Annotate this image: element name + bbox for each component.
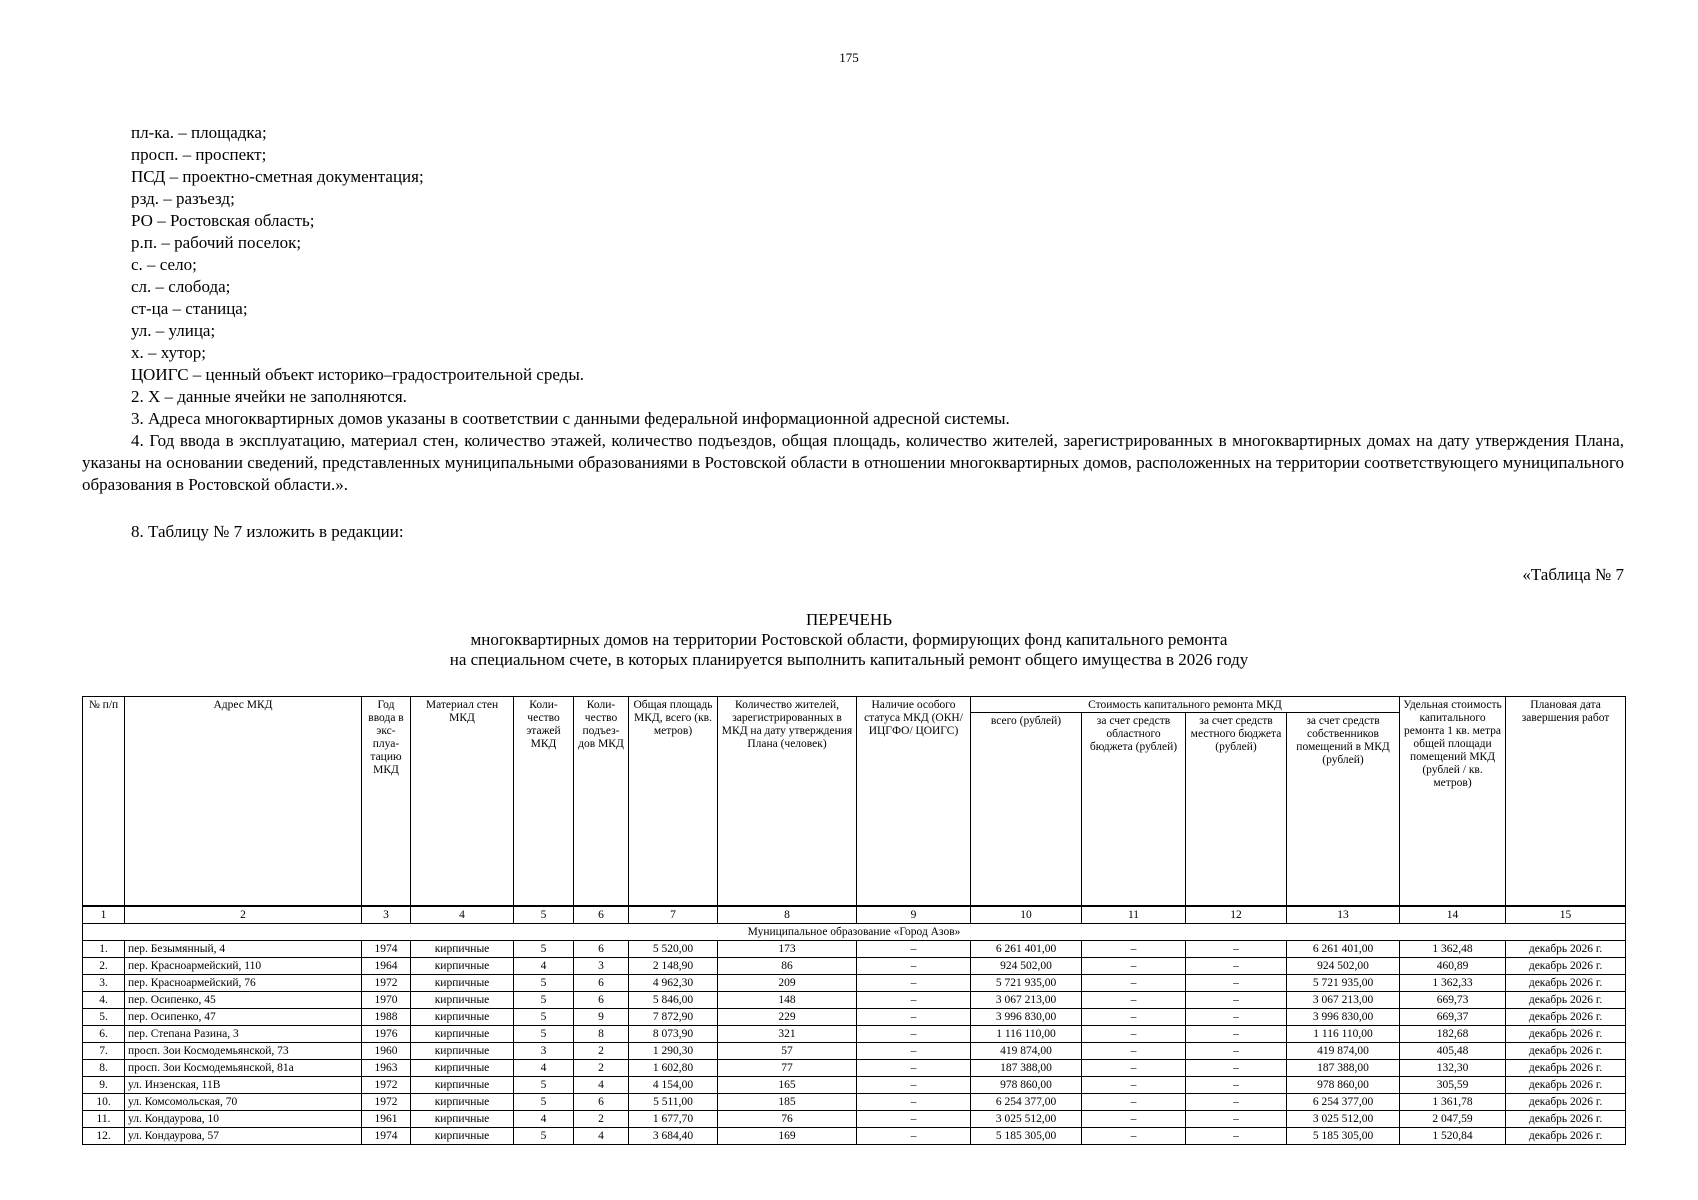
table-cell: 4 [514,958,574,975]
abbreviation-item: ст-ца – станица; [131,299,248,318]
table-cell: 6 261 401,00 [1287,941,1400,958]
header-num: № п/п [83,697,125,907]
table-cell: кирпичные [411,992,514,1009]
header-floors: Коли-чество этажей МКД [514,697,574,907]
table-cell: – [1186,1009,1287,1026]
table-cell: декабрь 2026 г. [1506,1094,1626,1111]
table-cell: пер. Красноармейский, 76 [125,975,362,992]
header-area: Общая площадь МКД, всего (кв. метров) [629,697,718,907]
table-cell: декабрь 2026 г. [1506,992,1626,1009]
table-cell: – [1082,1128,1186,1145]
table-cell: – [857,1077,971,1094]
table-cell: 4 [574,1128,629,1145]
table-cell: 978 860,00 [1287,1077,1400,1094]
table-cell: 2 047,59 [1400,1111,1506,1128]
header-cost-total: всего (рублей) [971,713,1082,907]
table-cell: декабрь 2026 г. [1506,1128,1626,1145]
table-cell: просп. Зои Космодемьянской, 81а [125,1060,362,1077]
table-cell: 173 [718,941,857,958]
table-cell: 924 502,00 [971,958,1082,975]
table-cell: кирпичные [411,958,514,975]
table-cell: кирпичные [411,1111,514,1128]
table-row [83,958,1626,975]
column-number: 12 [1186,906,1287,924]
table-cell: – [857,1026,971,1043]
table-cell: декабрь 2026 г. [1506,1077,1626,1094]
table-cell: – [1186,1077,1287,1094]
table-cell: 4 [574,1077,629,1094]
instruction-text: 8. Таблицу № 7 изложить в редакции: [131,522,404,541]
table-cell: – [857,941,971,958]
table-cell: 1988 [362,1009,411,1026]
register-table [82,696,1626,1145]
table-cell: 1961 [362,1111,411,1128]
column-number: 1 [83,906,125,924]
table-cell: 3 025 512,00 [1287,1111,1400,1128]
table-cell: 2 [574,1060,629,1077]
table-cell: 86 [718,958,857,975]
table-cell: 5 [514,1026,574,1043]
header-status: Наличие особого статуса МКД (ОКН/ИЦГФО/ ЦОИГС) [857,697,971,907]
table-cell: 4 962,30 [629,975,718,992]
table-cell: – [857,1094,971,1111]
table-row [83,1060,1626,1077]
table-cell: ул. Кондаурова, 57 [125,1128,362,1145]
table-cell: 5. [83,1009,125,1026]
column-number: 15 [1506,906,1626,924]
table-cell: декабрь 2026 г. [1506,1043,1626,1060]
table-cell: 5 520,00 [629,941,718,958]
table-cell: – [857,1060,971,1077]
abbreviation-item: рзд. – разъезд; [131,189,235,208]
table-cell: кирпичные [411,1043,514,1060]
table-cell: – [1082,1009,1186,1026]
table-cell: – [857,975,971,992]
table-cell: – [1186,1128,1287,1145]
table-cell: 1972 [362,1094,411,1111]
table-cell: 3 [514,1043,574,1060]
table-cell: 2 [574,1043,629,1060]
column-number: 2 [125,906,362,924]
table-row [83,1026,1626,1043]
table-cell: 8 073,90 [629,1026,718,1043]
table-cell: 3 996 830,00 [1287,1009,1400,1026]
table-cell: пер. Осипенко, 47 [125,1009,362,1026]
table-cell: 5 [514,1077,574,1094]
table-cell: 1. [83,941,125,958]
table-cell: 76 [718,1111,857,1128]
table-cell: – [857,958,971,975]
note-3: 3. Адреса многоквартирных домов указаны в соответствии с данными федеральной информационной адресной системы. [131,409,1010,428]
table-cell: 8 [574,1026,629,1043]
table-cell: пер. Безымянный, 4 [125,941,362,958]
table-cell: 6 [574,941,629,958]
table-cell: 148 [718,992,857,1009]
table-cell: ул. Кондаурова, 10 [125,1111,362,1128]
table-row [83,1043,1626,1060]
abbreviation-item: ПСД – проектно-сметная документация; [131,167,424,186]
table-cell: – [1186,1043,1287,1060]
header-completion: Плановая дата завершения работ [1506,697,1626,907]
table-cell: 419 874,00 [971,1043,1082,1060]
table-cell: 7 872,90 [629,1009,718,1026]
table-cell: 5 [514,941,574,958]
column-number: 9 [857,906,971,924]
table-cell: 1 362,48 [1400,941,1506,958]
abbreviation-item: пл-ка. – площадка; [131,123,267,142]
table-cell: 5 721 935,00 [971,975,1082,992]
table-cell: пер. Осипенко, 45 [125,992,362,1009]
column-number: 14 [1400,906,1506,924]
table-cell: 405,48 [1400,1043,1506,1060]
table-cell: 229 [718,1009,857,1026]
table-cell: 5 511,00 [629,1094,718,1111]
table-cell: 57 [718,1043,857,1060]
table-cell: пер. Красноармейский, 110 [125,958,362,975]
note-2: 2. Х – данные ячейки не заполняются. [131,387,407,406]
table-cell: кирпичные [411,1026,514,1043]
header-material: Материал стен МКД [411,697,514,907]
table-cell: 5 [514,1094,574,1111]
table-cell: пер. Степана Разина, 3 [125,1026,362,1043]
table-cell: 5 [514,1128,574,1145]
header-year: Год ввода в экс-плуа-тацию МКД [362,697,411,907]
header-cost-group: Стоимость капитального ремонта МКД [971,697,1400,713]
title-line-2: многоквартирных домов на территории Ростовской области, формирующих фонд капитального ремонта [470,630,1228,649]
table-cell: – [1186,1060,1287,1077]
table-cell: 4 [514,1060,574,1077]
table-cell: 1976 [362,1026,411,1043]
abbreviation-item: х. – хутор; [131,343,207,362]
table-cell: – [857,1009,971,1026]
table-cell: – [857,1043,971,1060]
table-cell: 3 996 830,00 [971,1009,1082,1026]
table-row [83,1128,1626,1145]
notes [82,386,1624,496]
title-line-3: на специальном счете, в которых планируется выполнить капитальный ремонт общего имущества в 2026 году [449,650,1249,669]
column-number-row [83,906,1626,924]
header-cost-owners: за счет средств собственников помещений в МКД (рублей) [1287,713,1400,907]
table-cell: – [1082,1043,1186,1060]
table-cell: 5 [514,1009,574,1026]
table-cell: – [1186,992,1287,1009]
table-row [83,1111,1626,1128]
table-row [83,941,1626,958]
table-cell: декабрь 2026 г. [1506,1060,1626,1077]
table-cell: декабрь 2026 г. [1506,975,1626,992]
table-cell: кирпичные [411,1128,514,1145]
header-residents: Количество жителей, зарегистрированных в МКД на дату утверждения Плана (человек) [718,697,857,907]
table-cell: 1 116 110,00 [971,1026,1082,1043]
table-cell: 5 [514,992,574,1009]
table-cell: – [1082,1026,1186,1043]
table-row [83,975,1626,992]
table-cell: 11. [83,1111,125,1128]
table-cell: 3 067 213,00 [971,992,1082,1009]
table-row [83,1077,1626,1094]
column-number: 8 [718,906,857,924]
table-cell: 1972 [362,1077,411,1094]
table-cell: – [857,1111,971,1128]
table-cell: кирпичные [411,1009,514,1026]
table-cell: 6 261 401,00 [971,941,1082,958]
table-cell: 5 185 305,00 [971,1128,1082,1145]
table-cell: 182,68 [1400,1026,1506,1043]
table-cell: ул. Инзенская, 11В [125,1077,362,1094]
table-cell: 9. [83,1077,125,1094]
table-cell: 6 [574,1094,629,1111]
table-cell: 419 874,00 [1287,1043,1400,1060]
table-cell: декабрь 2026 г. [1506,1026,1626,1043]
table-cell: 4 [514,1111,574,1128]
header-entrances: Коли-чество подъез-дов МКД [574,697,629,907]
column-number: 6 [574,906,629,924]
table-cell: 132,30 [1400,1060,1506,1077]
column-number: 7 [629,906,718,924]
table-cell: декабрь 2026 г. [1506,941,1626,958]
table-cell: 209 [718,975,857,992]
table-cell: 10. [83,1094,125,1111]
table-cell: 9 [574,1009,629,1026]
table-row [83,992,1626,1009]
table-cell: 165 [718,1077,857,1094]
table-cell: 3 [574,958,629,975]
table-cell: 2. [83,958,125,975]
column-number: 5 [514,906,574,924]
table-cell: 1 520,84 [1400,1128,1506,1145]
column-number: 3 [362,906,411,924]
table-cell: 2 148,90 [629,958,718,975]
table-cell: – [857,992,971,1009]
table-cell: 187 388,00 [1287,1060,1400,1077]
header-address: Адрес МКД [125,697,362,907]
section-title: Муниципальное образование «Город Азов» [83,924,1626,941]
table-cell: 669,37 [1400,1009,1506,1026]
table-cell: 77 [718,1060,857,1077]
table-cell: 1964 [362,958,411,975]
table-cell: – [1186,1094,1287,1111]
table-cell: 187 388,00 [971,1060,1082,1077]
table-cell: 1 677,70 [629,1111,718,1128]
column-number: 4 [411,906,514,924]
abbreviation-item: ЦОИГС – ценный объект историко–градостроительной среды. [131,365,584,384]
table-cell: декабрь 2026 г. [1506,1111,1626,1128]
table-cell: кирпичные [411,1094,514,1111]
table-title [0,610,1698,670]
abbreviation-item: сл. – слобода; [131,277,231,296]
table-cell: 1974 [362,941,411,958]
table-cell: просп. Зои Космодемьянской, 73 [125,1043,362,1060]
table-cell: кирпичные [411,941,514,958]
title-line-1: ПЕРЕЧЕНЬ [806,610,892,629]
table-cell: 1963 [362,1060,411,1077]
header-cost-local: за счет средств местного бюджета (рублей) [1186,713,1287,907]
table-cell: 7. [83,1043,125,1060]
table-cell: 1974 [362,1128,411,1145]
table-cell: 1 362,33 [1400,975,1506,992]
table-cell: 3. [83,975,125,992]
table-cell: 6 [574,975,629,992]
table-cell: 4. [83,992,125,1009]
table-cell: 8. [83,1060,125,1077]
table-cell: 305,59 [1400,1077,1506,1094]
table-cell: 169 [718,1128,857,1145]
table-cell: кирпичные [411,975,514,992]
header-unit-cost: Удельная стоимость капитального ремонта 1 кв. метра общей площади помещений МКД (рублей / кв. метров) [1400,697,1506,907]
table-cell: декабрь 2026 г. [1506,1009,1626,1026]
abbreviation-item: с. – село; [131,255,197,274]
table-cell: – [1186,975,1287,992]
table-cell: – [1082,1111,1186,1128]
table-cell: декабрь 2026 г. [1506,958,1626,975]
table-cell: 185 [718,1094,857,1111]
table-cell: 1972 [362,975,411,992]
column-number: 11 [1082,906,1186,924]
table-cell: 5 185 305,00 [1287,1128,1400,1145]
table-cell: 6 254 377,00 [971,1094,1082,1111]
table-cell: 3 025 512,00 [971,1111,1082,1128]
table-cell: 6 254 377,00 [1287,1094,1400,1111]
table-cell: 1 290,30 [629,1043,718,1060]
table-cell: – [1082,975,1186,992]
table-cell: – [857,1128,971,1145]
table-cell: 4 154,00 [629,1077,718,1094]
table-cell: 321 [718,1026,857,1043]
table-row [83,1009,1626,1026]
table-cell: – [1186,1026,1287,1043]
table-cell: 3 067 213,00 [1287,992,1400,1009]
abbreviation-item: просп. – проспект; [131,145,267,164]
table-cell: ул. Комсомольская, 70 [125,1094,362,1111]
table-cell: кирпичные [411,1060,514,1077]
table-cell: 978 860,00 [971,1077,1082,1094]
table-cell: 5 721 935,00 [1287,975,1400,992]
abbreviation-item: р.п. – рабочий поселок; [131,233,302,252]
table-cell: 1 602,80 [629,1060,718,1077]
table-cell: 2 [574,1111,629,1128]
table-cell: 5 846,00 [629,992,718,1009]
table-cell: – [1082,958,1186,975]
note-4: 4. Год ввода в эксплуатацию, материал стен, количество этажей, количество подъездов, общая площадь, количество жителей, зарегистрированных в многоквартирных домах на дату утверждения Плана, указаны на основании сведений, представленных муниципальными образованиями в Ростовской области в отношении многоквартирных домов, расположенных на территории соответствующего муниципального образования в Ростовской области.». [82,431,1624,494]
table-cell: 924 502,00 [1287,958,1400,975]
column-number: 10 [971,906,1082,924]
table-cell: 12. [83,1128,125,1145]
header-cost-regional: за счет средств областного бюджета (рублей) [1082,713,1186,907]
table-cell: 1970 [362,992,411,1009]
table-cell: – [1082,1077,1186,1094]
table-cell: 6. [83,1026,125,1043]
table-cell: 5 [514,975,574,992]
abbreviation-item: ул. – улица; [131,321,216,340]
table-reference: «Таблица № 7 [1522,565,1624,584]
table-cell: 1960 [362,1043,411,1060]
column-number: 13 [1287,906,1400,924]
abbreviation-item: РО – Ростовская область; [131,211,315,230]
table-cell: 1 361,78 [1400,1094,1506,1111]
abbreviation-list [131,122,584,386]
table-cell: – [1082,992,1186,1009]
table-cell: кирпичные [411,1077,514,1094]
table-cell: – [1082,1094,1186,1111]
table-cell: 3 684,40 [629,1128,718,1145]
table-cell: 6 [574,992,629,1009]
table-cell: – [1186,941,1287,958]
table-row [83,1094,1626,1111]
page-number: 175 [839,50,859,65]
table-cell: – [1082,1060,1186,1077]
table-cell: 1 116 110,00 [1287,1026,1400,1043]
table-cell: 669,73 [1400,992,1506,1009]
table-cell: – [1186,958,1287,975]
table-cell: 460,89 [1400,958,1506,975]
table-cell: – [1082,941,1186,958]
table-cell: – [1186,1111,1287,1128]
